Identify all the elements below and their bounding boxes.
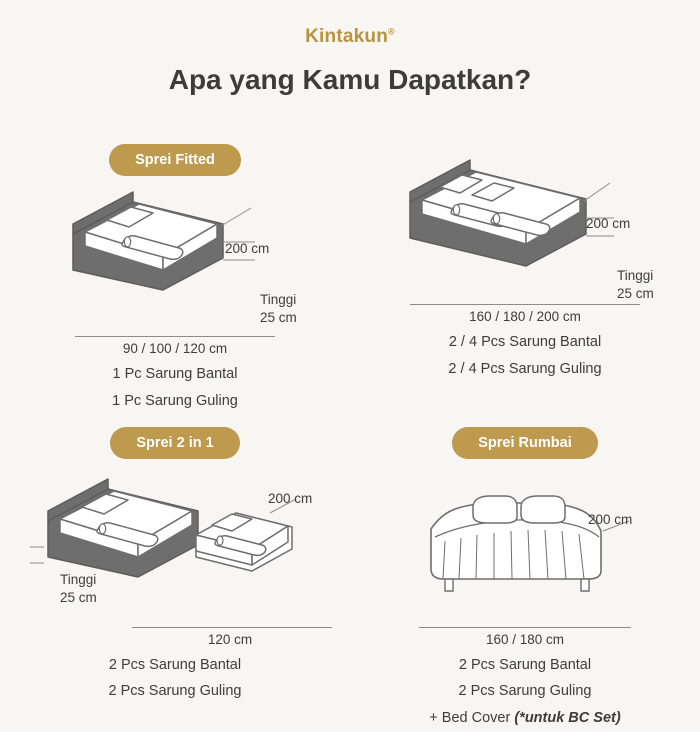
row-top: [0, 144, 700, 415]
section-sprei-rumbai: [350, 427, 700, 732]
height-label-3-line1: Tinggi: [60, 571, 97, 587]
width-label-2: 160 / 180 / 200 cm: [469, 309, 581, 324]
list-item: 2 / 4 Pcs Sarung Guling: [448, 360, 602, 377]
length-label-3: 200 cm: [268, 490, 313, 506]
length-label-2: 200 cm: [586, 216, 631, 231]
list-item: 2 Pcs Sarung Bantal: [108, 656, 242, 673]
section-sprei-2-in-1: [0, 427, 350, 732]
items-list-2: [364, 327, 686, 383]
items-list-4: [364, 650, 686, 732]
list-item: 2 Pcs Sarung Guling: [458, 683, 592, 700]
section-sprei-fitted: [0, 144, 350, 415]
sections-grid: [0, 144, 700, 732]
list-item: 1 Pc Sarung Bantal: [112, 366, 238, 382]
badge-sprei-fitted: Sprei Fitted: [109, 144, 241, 176]
section-title-wrap: [14, 144, 336, 176]
brand-name: Kintakun: [305, 26, 389, 47]
brand-logo: [0, 26, 700, 48]
items-list-3: [14, 650, 336, 706]
height-label-1-line2: 25 cm: [260, 310, 297, 325]
section-title-wrap: [14, 427, 336, 459]
list-item: 2 / 4 Pcs Sarung Bantal: [448, 334, 602, 350]
items-list-1: [14, 359, 336, 415]
list-item: 2 Pcs Sarung Bantal: [458, 656, 592, 673]
height-label-2-line1: Tinggi: [617, 268, 654, 283]
height-label-2-line2: 25 cm: [617, 286, 654, 301]
extra-emphasis: (*untuk BC Set): [514, 710, 621, 727]
height-label-1-line1: Tinggi: [260, 292, 297, 307]
width-label-3: 120 cm: [207, 631, 253, 647]
bed-illustration-single: [14, 186, 336, 336]
list-item: 2 Pcs Sarung Guling: [108, 683, 242, 700]
bed-illustration-large: [364, 154, 686, 304]
list-item-extra: [364, 705, 686, 732]
list-item: 1 Pc Sarung Guling: [112, 392, 238, 409]
extra-prefix: + Bed Cover: [429, 710, 515, 727]
width-label-4: 160 / 180 cm: [485, 631, 565, 647]
row-bottom: [0, 427, 700, 732]
section-title-wrap: [364, 427, 686, 459]
badge-sprei-rumbai: Sprei Rumbai: [452, 427, 597, 459]
length-label-1: 200 cm: [225, 241, 270, 256]
bed-illustration-2in1: [14, 469, 336, 627]
bed-illustration-rumbai: [364, 469, 686, 627]
badge-sprei-2-in-1: Sprei 2 in 1: [110, 427, 239, 459]
page-title: Apa yang Kamu Dapatkan?: [168, 64, 532, 95]
brand-registered: ®: [388, 26, 395, 37]
height-label-3-line2: 25 cm: [60, 589, 97, 605]
length-label-4: 200 cm: [588, 511, 633, 527]
width-label-1: 90 / 100 / 120 cm: [122, 341, 228, 356]
section-sprei-fitted-large: [350, 144, 700, 415]
bed-rumbai-svg: [395, 469, 655, 619]
